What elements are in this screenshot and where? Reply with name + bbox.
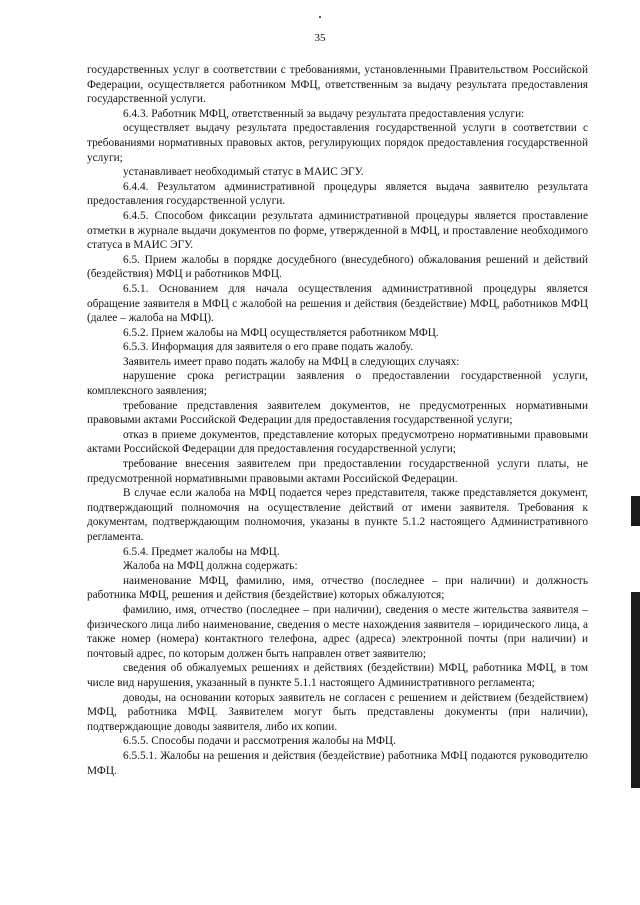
scan-edge-mark-upper bbox=[631, 496, 640, 526]
paragraph: В случае если жалоба на МФЦ подается через представителя, также представляется документ, подтверждающий полномочия на осуществление действий от имени заявителя. Требования к документам, подтверждающим полномочия, указаны в пункте 5.1.2 настоящего Административного регламента. bbox=[87, 487, 588, 543]
scan-edge-mark-lower bbox=[631, 592, 640, 788]
paragraph: 6.5.5. Способы подачи и рассмотрения жалобы на МФЦ. bbox=[123, 735, 396, 748]
paragraph: нарушение срока регистрации заявления о предоставлении государственной услуги, комплексного заявления; bbox=[87, 370, 588, 398]
scan-speck bbox=[319, 16, 321, 18]
paragraph: фамилию, имя, отчество (последнее – при наличии), сведения о месте жительства заявителя – физического лица либо наименование, сведения о месте нахождения заявителя – юридического лица, а также номер (номера) контактного телефона, адрес (адреса) электронной почты (при наличии) и почтовый адрес, по которым должен быть направлен ответ заявителю; bbox=[87, 603, 588, 660]
paragraph: устанавливает необходимый статус в МАИС ЭГУ. bbox=[123, 166, 364, 179]
paragraph: требование внесения заявителем при предоставлении государственной услуги платы, не предусмотренной нормативными правовыми актами Российской Федерации. bbox=[87, 458, 588, 485]
paragraph: Жалоба на МФЦ должна содержать: bbox=[123, 560, 298, 573]
paragraph: 6.5. Прием жалобы в порядке досудебного (внесудебного) обжалования решений и действий (бездействия) МФЦ и работников МФЦ. bbox=[87, 253, 588, 281]
paragraph: 6.4.5. Способом фиксации результата административной процедуры является проставление отметки в журнале выдачи документов по форме, утвержденной в МФЦ, и проставление необходимого статуса в МАИС ЭГУ. bbox=[87, 209, 588, 252]
paragraph: 6.5.3. Информация для заявителя о его праве подать жалобу. bbox=[123, 341, 413, 354]
paragraph: осуществляет выдачу результата предоставления государственной услуги в соответствии с требованиями нормативных правовых актов, регулирующих порядок предоставления государственной услуги; bbox=[87, 122, 588, 164]
paragraph: государственных услуг в соответствии с требованиями, установленными Правительством Российской Федерации, осуществляется работником МФЦ, ответственным за выдачу результата предоставления государственной услуги. bbox=[87, 64, 588, 106]
paragraph: отказ в приеме документов, представление которых предусмотрено нормативными правовыми актами Российской Федерации для предоставления государственной услуги; bbox=[87, 428, 588, 456]
paragraph: 6.5.1. Основанием для начала осуществления административной процедуры является обращение заявителя в МФЦ с жалобой на решения и действия (бездействие) МФЦ, работников МФЦ (далее – жалоба на МФЦ). bbox=[87, 282, 588, 325]
paragraph: 6.5.2. Прием жалобы на МФЦ осуществляется работником МФЦ. bbox=[123, 326, 439, 339]
paragraph: 6.5.5.1. Жалобы на решения и действия (бездействие) работника МФЦ подаются руководителю МФЦ. bbox=[87, 749, 588, 777]
paragraph: наименование МФЦ, фамилию, имя, отчество (последнее – при наличии) и должность работника МФЦ, решения и действия (бездействие) которых обжалуются; bbox=[87, 574, 588, 602]
paragraph: требование представления заявителем документов, не предусмотренных нормативными правовыми актами Российской Федерации для предоставления государственной услуги; bbox=[87, 399, 588, 427]
page-number: 35 bbox=[314, 32, 326, 44]
paragraph: сведения об обжалуемых решениях и действиях (бездействии) МФЦ, работника МФЦ, в том числе вид нарушения, указанный в пункте 5.1.1 настоящего Административного регламента; bbox=[87, 662, 588, 689]
paragraph: Заявитель имеет право подать жалобу на МФЦ в следующих случаях: bbox=[123, 355, 460, 368]
document-body bbox=[87, 63, 588, 778]
paragraph: 6.4.3. Работник МФЦ, ответственный за выдачу результата предоставления услуги: bbox=[123, 107, 525, 120]
paragraph: доводы, на основании которых заявитель не согласен с решением и действием (бездействием) МФЦ, работника МФЦ. Заявителем могут быть представлены документы (при наличии), подтверждающие доводы заявителя, либо их копии. bbox=[87, 691, 588, 733]
paragraph: 6.5.4. Предмет жалобы на МФЦ. bbox=[123, 545, 280, 558]
paragraph: 6.4.4. Результатом административной процедуры является выдача заявителю результата предоставления государственной услуги. bbox=[87, 180, 588, 208]
